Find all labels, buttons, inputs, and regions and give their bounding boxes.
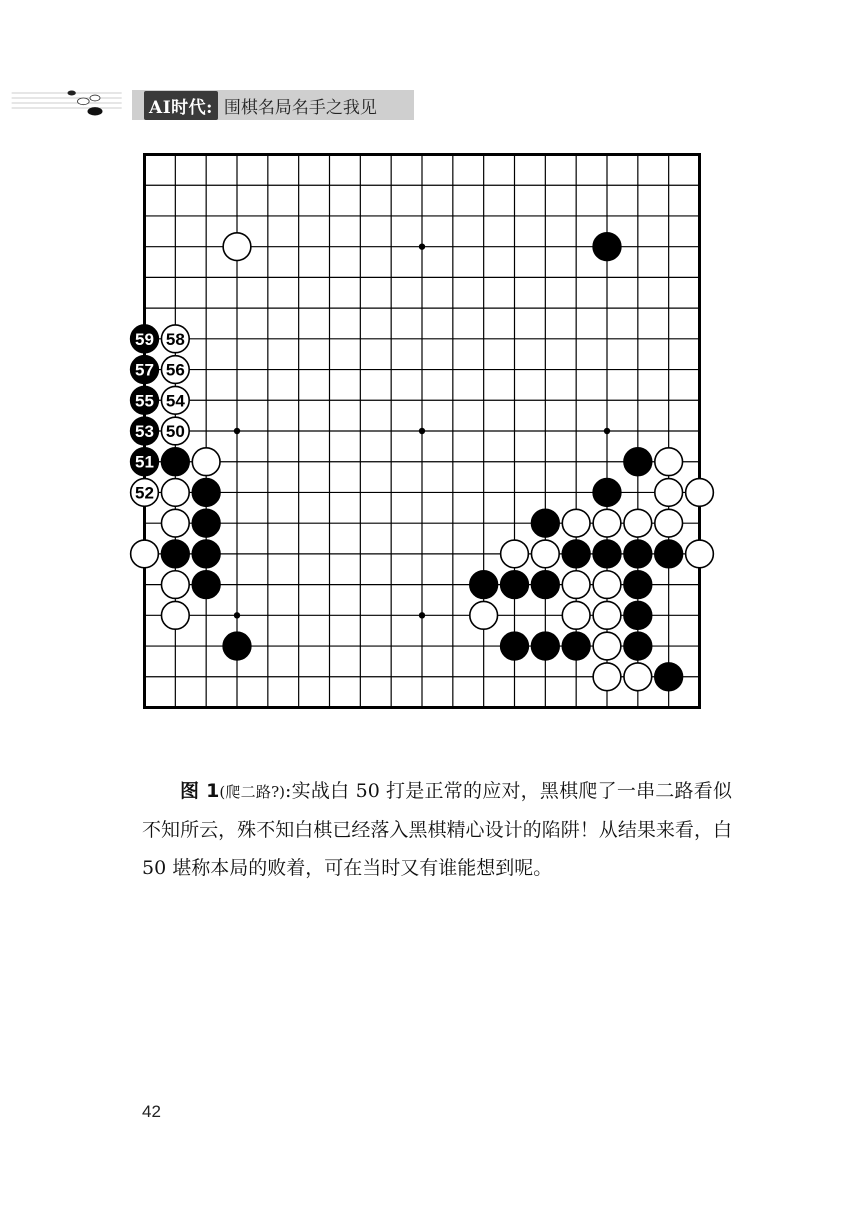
figure-sub-label: (爬二路?): [219, 783, 285, 801]
white-stone: [223, 233, 251, 261]
black-stone: [624, 540, 652, 568]
black-stone: [562, 632, 590, 660]
white-stone: [593, 509, 621, 537]
white-stone: [655, 448, 683, 476]
black-stone: [624, 448, 652, 476]
black-stone: [192, 509, 220, 537]
go-board: [135, 153, 701, 709]
move-number-label: 59: [135, 329, 154, 349]
black-stone: [501, 571, 529, 599]
move-number-label: 53: [135, 422, 154, 441]
black-stone: [593, 540, 621, 568]
white-stone: [531, 540, 559, 568]
black-stone: [531, 509, 559, 537]
white-stone: [655, 509, 683, 537]
book-title: 围棋名局名手之我见: [223, 97, 377, 118]
move-number-label: 51: [135, 452, 154, 472]
white-stone: [562, 601, 590, 629]
black-stone: [531, 632, 559, 660]
black-stone: [624, 632, 652, 660]
black-stone: [192, 540, 220, 568]
black-stone: [624, 601, 652, 629]
white-stone: [562, 571, 590, 599]
white-stone: [593, 632, 621, 660]
white-stone: [161, 601, 189, 629]
white-stone: [562, 509, 590, 537]
black-stone: [192, 571, 220, 599]
black-stone: [161, 540, 189, 568]
black-stone: [223, 632, 251, 660]
star-point: [419, 243, 425, 249]
star-point: [419, 612, 425, 618]
white-stone: [593, 601, 621, 629]
star-point: [604, 428, 610, 434]
black-stone: [470, 571, 498, 599]
move-number-label: 56: [165, 360, 185, 380]
black-stone: [593, 479, 621, 507]
white-stone: [624, 663, 652, 691]
white-stone: [161, 479, 189, 507]
star-point: [234, 428, 240, 434]
black-stone: [655, 540, 683, 568]
page-number: 42: [142, 1102, 161, 1121]
star-point: [419, 428, 425, 434]
black-stone: [593, 233, 621, 261]
white-stone: [131, 540, 159, 568]
black-stone: [192, 479, 220, 507]
white-stone: [161, 509, 189, 537]
black-stone: [624, 571, 652, 599]
go-stones-decoration-icon: [0, 88, 140, 118]
move-number-label: 54: [165, 391, 185, 411]
black-stone: [161, 448, 189, 476]
figure-label: 图 1: [180, 780, 220, 802]
running-header: [0, 78, 420, 128]
white-stone: [624, 509, 652, 537]
move-number-label: 55: [135, 391, 154, 411]
black-stone: [501, 632, 529, 660]
move-number-label: 52: [135, 483, 154, 503]
header-badge: AI时代:: [144, 91, 218, 120]
white-stone: [470, 601, 498, 629]
white-stone: [161, 571, 189, 599]
white-stone: [192, 448, 220, 476]
white-stone: [501, 540, 529, 568]
black-stone: [531, 571, 559, 599]
move-number-label: 50: [165, 422, 185, 441]
move-number-label: 57: [135, 360, 154, 380]
white-stone: [593, 571, 621, 599]
caption-text: :实战白 50 打是正常的应对，黑棋爬了一串二路看似不知所云，殊不知白棋已经落入黑棋精心设计的陷阱！从结果来看，白 50 堪称本局的败着，可在当时又有谁能想到呢。: [142, 780, 732, 879]
white-stone: [686, 540, 714, 568]
white-stone: [593, 663, 621, 691]
star-point: [234, 612, 240, 618]
move-number-label: 58: [165, 329, 185, 349]
black-stone: [562, 540, 590, 568]
figure-caption: [142, 772, 732, 887]
white-stone: [686, 479, 714, 507]
white-stone: [655, 479, 683, 507]
header-tab: [132, 90, 414, 120]
black-stone: [655, 663, 683, 691]
